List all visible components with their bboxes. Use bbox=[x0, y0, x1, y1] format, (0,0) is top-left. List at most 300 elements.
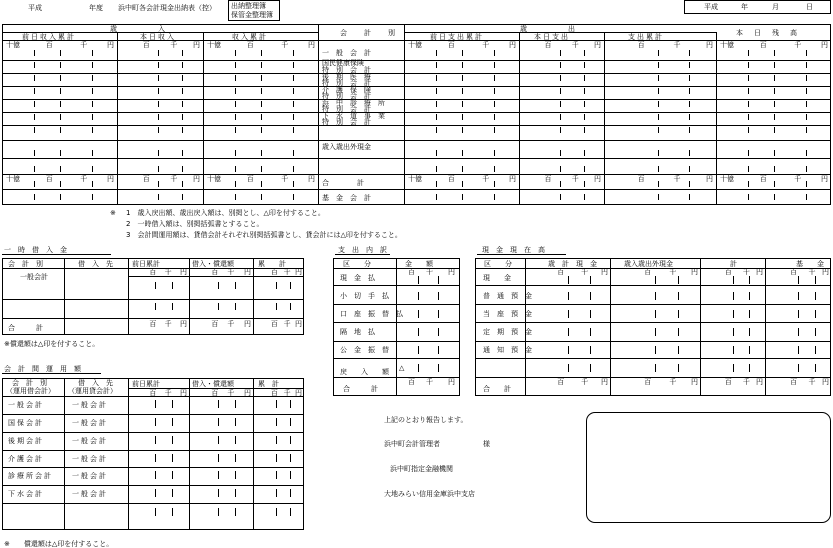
digit-tick bbox=[276, 418, 277, 426]
digit-tick bbox=[749, 364, 750, 372]
digit-tick bbox=[655, 276, 656, 284]
main-row-rule bbox=[2, 158, 831, 159]
digit-tick bbox=[172, 436, 173, 444]
unit-label: 十億 bbox=[6, 41, 20, 49]
digit-tick bbox=[235, 471, 236, 479]
digit-tick bbox=[34, 150, 35, 156]
digit-tick bbox=[560, 166, 561, 172]
main-col bbox=[117, 32, 118, 205]
ia-row-left: 下水会計 bbox=[8, 490, 44, 498]
digit-tick bbox=[815, 292, 816, 300]
receipts-header: 歳 入 bbox=[110, 25, 170, 33]
cb-row-label: 普 通 預 金 bbox=[483, 292, 532, 300]
digit-tick bbox=[276, 436, 277, 444]
unit-label: 千 bbox=[170, 175, 178, 183]
digit-tick bbox=[293, 150, 294, 156]
digit-tick bbox=[261, 75, 262, 81]
ia-row-left: 後期会計 bbox=[8, 437, 44, 445]
digit-tick bbox=[182, 101, 183, 107]
digit-tick bbox=[590, 364, 591, 372]
date-year: 年 bbox=[741, 3, 748, 11]
digit-tick bbox=[798, 310, 799, 318]
digit-tick bbox=[798, 328, 799, 336]
unit-label: 円 bbox=[244, 268, 251, 276]
tl-header: 累 計 bbox=[258, 260, 286, 268]
digit-tick bbox=[290, 508, 291, 516]
exp-title: 支 出 内 訳 bbox=[338, 246, 387, 254]
digit-tick bbox=[155, 508, 156, 516]
unit-label: 千 bbox=[283, 268, 291, 276]
digit-tick bbox=[261, 88, 262, 94]
unit-label: 千 bbox=[482, 41, 490, 49]
digit-tick bbox=[34, 101, 35, 107]
digit-tick bbox=[678, 364, 679, 372]
main-col bbox=[716, 32, 717, 205]
ia-hdr: 借入・償還額 bbox=[192, 380, 234, 388]
digit-tick bbox=[158, 181, 159, 187]
unit-label: 円 bbox=[821, 41, 828, 49]
digit-tick bbox=[293, 114, 294, 120]
unit-label: 百 bbox=[644, 378, 652, 386]
digit-tick bbox=[60, 166, 61, 172]
unit-label: 円 bbox=[601, 268, 608, 276]
digit-tick bbox=[182, 150, 183, 156]
ia-title: 会 計 間 運 用 額 bbox=[4, 365, 81, 373]
digit-tick bbox=[748, 181, 749, 187]
tl-rule bbox=[2, 318, 304, 319]
digit-tick bbox=[293, 62, 294, 68]
date-era: 平成 bbox=[704, 3, 718, 11]
cb-hdr: 歳入歳出外現金 bbox=[624, 260, 673, 268]
digit-tick bbox=[235, 114, 236, 120]
digit-tick bbox=[92, 101, 93, 107]
main-row-rule bbox=[2, 189, 318, 190]
digit-tick bbox=[560, 101, 561, 107]
digit-tick bbox=[568, 276, 569, 284]
tl-header: 会 計 別 bbox=[8, 260, 43, 268]
digit-tick bbox=[560, 150, 561, 156]
unit-label: 円 bbox=[691, 268, 698, 276]
digit-tick bbox=[182, 194, 183, 200]
unit-label: 千 bbox=[164, 320, 172, 328]
digit-tick bbox=[584, 75, 585, 81]
digit-tick bbox=[34, 62, 35, 68]
digit-tick bbox=[418, 364, 419, 372]
digit-tick bbox=[590, 328, 591, 336]
digit-tick bbox=[172, 400, 173, 408]
digit-tick bbox=[462, 62, 463, 68]
unit-label: 円 bbox=[295, 268, 302, 276]
digit-tick bbox=[436, 127, 437, 133]
digit-tick bbox=[418, 346, 419, 354]
digit-tick bbox=[462, 50, 463, 56]
unit-label: 百 bbox=[637, 41, 645, 49]
cb-col bbox=[525, 258, 526, 396]
unit-label: 円 bbox=[594, 41, 601, 49]
exp-col bbox=[396, 258, 397, 396]
tl-rule bbox=[2, 299, 304, 300]
tl-col bbox=[253, 258, 254, 335]
unit-label: 十億 bbox=[207, 41, 221, 49]
digit-tick bbox=[748, 75, 749, 81]
digit-tick bbox=[733, 292, 734, 300]
unit-label: 十億 bbox=[6, 175, 20, 183]
title-underline bbox=[2, 254, 111, 255]
digit-tick bbox=[235, 400, 236, 408]
digit-tick bbox=[92, 194, 93, 200]
digit-tick bbox=[462, 166, 463, 172]
main-col bbox=[203, 32, 204, 205]
digit-tick bbox=[774, 88, 775, 94]
digit-tick bbox=[418, 310, 419, 318]
main-col bbox=[318, 24, 319, 205]
digit-tick bbox=[733, 276, 734, 284]
tl-header: 前日累計 bbox=[132, 260, 160, 268]
digit-tick bbox=[276, 400, 277, 408]
unit-label: 円 bbox=[706, 175, 713, 183]
digit-tick bbox=[584, 50, 585, 56]
unit-label: 円 bbox=[295, 389, 302, 397]
digit-tick bbox=[92, 62, 93, 68]
digit-tick bbox=[678, 292, 679, 300]
ia-row-right: 一般会計 bbox=[72, 419, 108, 427]
tl-col bbox=[64, 258, 65, 335]
digit-tick bbox=[261, 114, 262, 120]
digit-tick bbox=[689, 181, 690, 187]
digit-tick bbox=[436, 50, 437, 56]
digit-tick bbox=[774, 166, 775, 172]
digit-tick bbox=[293, 101, 294, 107]
digit-tick bbox=[235, 62, 236, 68]
main-row-rule bbox=[318, 189, 404, 190]
main-row-rule bbox=[2, 73, 831, 74]
digit-tick bbox=[92, 50, 93, 56]
digit-tick bbox=[92, 127, 93, 133]
ia-hdr: （運用借会計） bbox=[6, 387, 55, 395]
ia-row-right: 一般会計 bbox=[72, 490, 108, 498]
cb-table bbox=[475, 258, 831, 396]
unit-label: 百 bbox=[211, 268, 219, 276]
note-2: 2 一時借入額は、別掲括弧書とすること。 bbox=[126, 220, 264, 228]
digit-tick bbox=[436, 75, 437, 81]
unit-label: 百 bbox=[557, 378, 565, 386]
digit-tick bbox=[462, 181, 463, 187]
cb-rule bbox=[475, 322, 831, 323]
main-col bbox=[604, 32, 605, 205]
digit-tick bbox=[815, 328, 816, 336]
receipts-total-header: 収入累計 bbox=[232, 33, 268, 41]
digit-tick bbox=[655, 328, 656, 336]
digit-tick bbox=[261, 101, 262, 107]
exp-row-label: 隔 地 払 bbox=[340, 328, 375, 336]
digit-tick bbox=[806, 181, 807, 187]
unit-label: 円 bbox=[822, 268, 829, 276]
digit-tick bbox=[34, 75, 35, 81]
digit-tick bbox=[261, 50, 262, 56]
unit-label: 百 bbox=[759, 175, 767, 183]
digit-tick bbox=[276, 489, 277, 497]
unit-label: 千 bbox=[80, 41, 88, 49]
prev-disb-header: 前日支出累計 bbox=[430, 33, 484, 41]
unit-label: 円 bbox=[180, 389, 187, 397]
digit-tick bbox=[158, 150, 159, 156]
digit-tick bbox=[235, 50, 236, 56]
unit-label: 円 bbox=[706, 41, 713, 49]
digit-tick bbox=[158, 88, 159, 94]
digit-tick bbox=[462, 88, 463, 94]
digit-tick bbox=[568, 346, 569, 354]
unit-label: 千 bbox=[227, 268, 235, 276]
unit-label: 円 bbox=[691, 378, 698, 386]
stamp-line2: 保管金整理簿 bbox=[231, 11, 273, 19]
digit-tick bbox=[34, 50, 35, 56]
digit-tick bbox=[560, 194, 561, 200]
digit-tick bbox=[158, 127, 159, 133]
digit-tick bbox=[182, 181, 183, 187]
exp-row-label: 小 切 手 払 bbox=[340, 292, 389, 300]
exp-rule bbox=[333, 268, 460, 269]
digit-tick bbox=[218, 303, 219, 310]
digit-tick bbox=[678, 328, 679, 336]
cb-hdr: 基 金 bbox=[796, 260, 824, 268]
digit-tick bbox=[293, 181, 294, 187]
digit-tick bbox=[748, 101, 749, 107]
digit-tick bbox=[158, 62, 159, 68]
digit-tick bbox=[749, 328, 750, 336]
ia-row-left: 一般会計 bbox=[8, 401, 44, 409]
era-label: 平成 bbox=[28, 4, 42, 12]
unit-label: 百 bbox=[644, 268, 652, 276]
unit-label: 百 bbox=[149, 320, 157, 328]
account-row-label: 歳入歳出外現金 bbox=[322, 143, 371, 151]
unit-label: 円 bbox=[244, 389, 251, 397]
digit-tick bbox=[658, 62, 659, 68]
digit-tick bbox=[815, 310, 816, 318]
digit-tick bbox=[290, 454, 291, 462]
digit-tick bbox=[655, 346, 656, 354]
unit-label: 千 bbox=[283, 389, 291, 397]
main-row-rule bbox=[2, 99, 831, 100]
today-disb-header: 本日支出 bbox=[534, 33, 570, 41]
account-row-label: 特 別 会 計 bbox=[322, 105, 371, 113]
ia-hdr: 会 計 別 bbox=[12, 379, 47, 387]
unit-label: 百 bbox=[637, 175, 645, 183]
unit-label: 千 bbox=[794, 41, 802, 49]
digit-tick bbox=[560, 50, 561, 56]
unit-label: 千 bbox=[164, 389, 172, 397]
digit-tick bbox=[60, 181, 61, 187]
cb-hdr: 計 bbox=[730, 260, 737, 268]
digit-tick bbox=[798, 276, 799, 284]
unit-label: 十億 bbox=[408, 175, 422, 183]
exp-row-label: 口 座 振 替 払 bbox=[340, 310, 403, 318]
unit-label: 円 bbox=[244, 320, 251, 328]
ia-hdr: 累 計 bbox=[258, 380, 279, 388]
digit-tick bbox=[436, 150, 437, 156]
digit-tick bbox=[182, 88, 183, 94]
digit-tick bbox=[235, 303, 236, 310]
digit-tick bbox=[418, 292, 419, 300]
digit-tick bbox=[293, 75, 294, 81]
digit-tick bbox=[158, 101, 159, 107]
unit-label: 十億 bbox=[207, 175, 221, 183]
cb-row-label: 合 計 bbox=[483, 385, 511, 393]
digit-tick bbox=[218, 400, 219, 408]
digit-tick bbox=[438, 328, 439, 336]
digit-tick bbox=[658, 127, 659, 133]
account-row-label: 特 別 会 計 bbox=[322, 92, 371, 100]
digit-tick bbox=[584, 127, 585, 133]
digit-tick bbox=[34, 166, 35, 172]
digit-tick bbox=[290, 489, 291, 497]
digit-tick bbox=[590, 292, 591, 300]
unit-label: 百 bbox=[790, 378, 798, 386]
digit-tick bbox=[436, 62, 437, 68]
digit-tick bbox=[590, 346, 591, 354]
tl-note: ※償還額は△印を付すること。 bbox=[4, 340, 100, 348]
unit-label: 十億 bbox=[408, 41, 422, 49]
ia-rule bbox=[2, 414, 304, 415]
unit-label: 円 bbox=[756, 268, 763, 276]
digit-tick bbox=[182, 127, 183, 133]
ia-rule bbox=[2, 485, 304, 486]
exp-rule bbox=[333, 358, 460, 359]
unit-label: 百 bbox=[142, 175, 150, 183]
digit-tick bbox=[172, 471, 173, 479]
unit-label: 円 bbox=[295, 320, 302, 328]
digit-tick bbox=[462, 127, 463, 133]
digit-tick bbox=[218, 471, 219, 479]
digit-tick bbox=[748, 127, 749, 133]
cb-rule bbox=[475, 285, 831, 286]
digit-tick bbox=[678, 276, 679, 284]
digit-tick bbox=[748, 88, 749, 94]
unit-label: 百 bbox=[142, 41, 150, 49]
ia-row-right: 一般会計 bbox=[72, 401, 108, 409]
exp-row-label: 現 金 払 bbox=[340, 274, 375, 282]
account-row-label: 下 水 道 事 業 bbox=[322, 112, 385, 120]
unit-label: 千 bbox=[170, 41, 178, 49]
exp-rule bbox=[333, 285, 460, 286]
digit-tick bbox=[584, 114, 585, 120]
cb-rule bbox=[475, 268, 831, 269]
exp-rule bbox=[333, 341, 460, 342]
digit-tick bbox=[293, 88, 294, 94]
unit-label: 千 bbox=[482, 175, 490, 183]
digit-tick bbox=[462, 114, 463, 120]
digit-tick bbox=[568, 310, 569, 318]
digit-tick bbox=[261, 62, 262, 68]
unit-label: 千 bbox=[808, 268, 816, 276]
digit-tick bbox=[60, 62, 61, 68]
digit-tick bbox=[584, 88, 585, 94]
digit-tick bbox=[774, 181, 775, 187]
digit-tick bbox=[438, 276, 439, 284]
digit-tick bbox=[418, 328, 419, 336]
digit-tick bbox=[235, 127, 236, 133]
digit-tick bbox=[748, 50, 749, 56]
ia-row-left: 介護会計 bbox=[8, 455, 44, 463]
unit-label: 円 bbox=[193, 175, 200, 183]
unit-label: 百 bbox=[759, 41, 767, 49]
cb-col bbox=[700, 258, 701, 396]
digit-tick bbox=[235, 181, 236, 187]
digit-tick bbox=[748, 194, 749, 200]
unit-label: 円 bbox=[756, 378, 763, 386]
tl-rule bbox=[128, 276, 304, 277]
ia-col bbox=[253, 378, 254, 530]
digit-tick bbox=[60, 88, 61, 94]
digit-tick bbox=[678, 346, 679, 354]
ia-table bbox=[2, 378, 304, 530]
unit-label: 円 bbox=[594, 175, 601, 183]
unit-label: 千 bbox=[571, 41, 579, 49]
tl-sum-label: 合 計 bbox=[8, 324, 43, 332]
digit-tick bbox=[494, 194, 495, 200]
digit-tick bbox=[293, 127, 294, 133]
digit-tick bbox=[218, 489, 219, 497]
digit-tick bbox=[733, 364, 734, 372]
account-row-label: 特 別 会 計 bbox=[322, 66, 371, 74]
cb-row-label: 定 期 預 金 bbox=[483, 328, 532, 336]
digit-tick bbox=[172, 303, 173, 310]
unit-label: 百 bbox=[447, 175, 455, 183]
unit-label: 百 bbox=[557, 268, 565, 276]
digit-tick bbox=[658, 150, 659, 156]
unit-label: 円 bbox=[821, 175, 828, 183]
digit-tick bbox=[798, 364, 799, 372]
digit-tick bbox=[560, 75, 561, 81]
fiscal-year-label: 年度 bbox=[89, 4, 103, 12]
unit-label: 百 bbox=[724, 378, 732, 386]
digit-tick bbox=[235, 489, 236, 497]
unit-label: 百 bbox=[544, 175, 552, 183]
note-1: 1 歳入戻出額、歳出戻入額は、別掲とし、△印を付すること。 bbox=[126, 209, 325, 217]
exp-row-label: 合 計 bbox=[343, 385, 378, 393]
digit-tick bbox=[494, 127, 495, 133]
digit-tick bbox=[748, 114, 749, 120]
ia-row-right: 一般会計 bbox=[72, 455, 108, 463]
unit-label: 千 bbox=[669, 378, 677, 386]
digit-tick bbox=[494, 101, 495, 107]
digit-tick bbox=[261, 166, 262, 172]
digit-tick bbox=[92, 114, 93, 120]
account-row-label: 浜 中 診 療 所 bbox=[322, 99, 385, 107]
digit-tick bbox=[261, 181, 262, 187]
ia-rule bbox=[2, 503, 304, 504]
title-underline bbox=[335, 254, 390, 255]
digit-tick bbox=[235, 418, 236, 426]
unit-label: 円 bbox=[509, 41, 516, 49]
digit-tick bbox=[172, 418, 173, 426]
account-row-label: 後 期 医 療 bbox=[322, 73, 371, 81]
digit-tick bbox=[806, 114, 807, 120]
digit-tick bbox=[235, 454, 236, 462]
digit-tick bbox=[678, 310, 679, 318]
ia-col bbox=[189, 378, 190, 530]
main-row-rule bbox=[2, 112, 831, 113]
unit-label: 千 bbox=[426, 268, 433, 276]
digit-tick bbox=[655, 292, 656, 300]
digit-tick bbox=[798, 292, 799, 300]
digit-tick bbox=[658, 50, 659, 56]
digit-tick bbox=[60, 194, 61, 200]
digit-tick bbox=[60, 127, 61, 133]
main-row-rule bbox=[2, 140, 831, 141]
digit-tick bbox=[815, 364, 816, 372]
digit-tick bbox=[235, 508, 236, 516]
digit-tick bbox=[658, 114, 659, 120]
